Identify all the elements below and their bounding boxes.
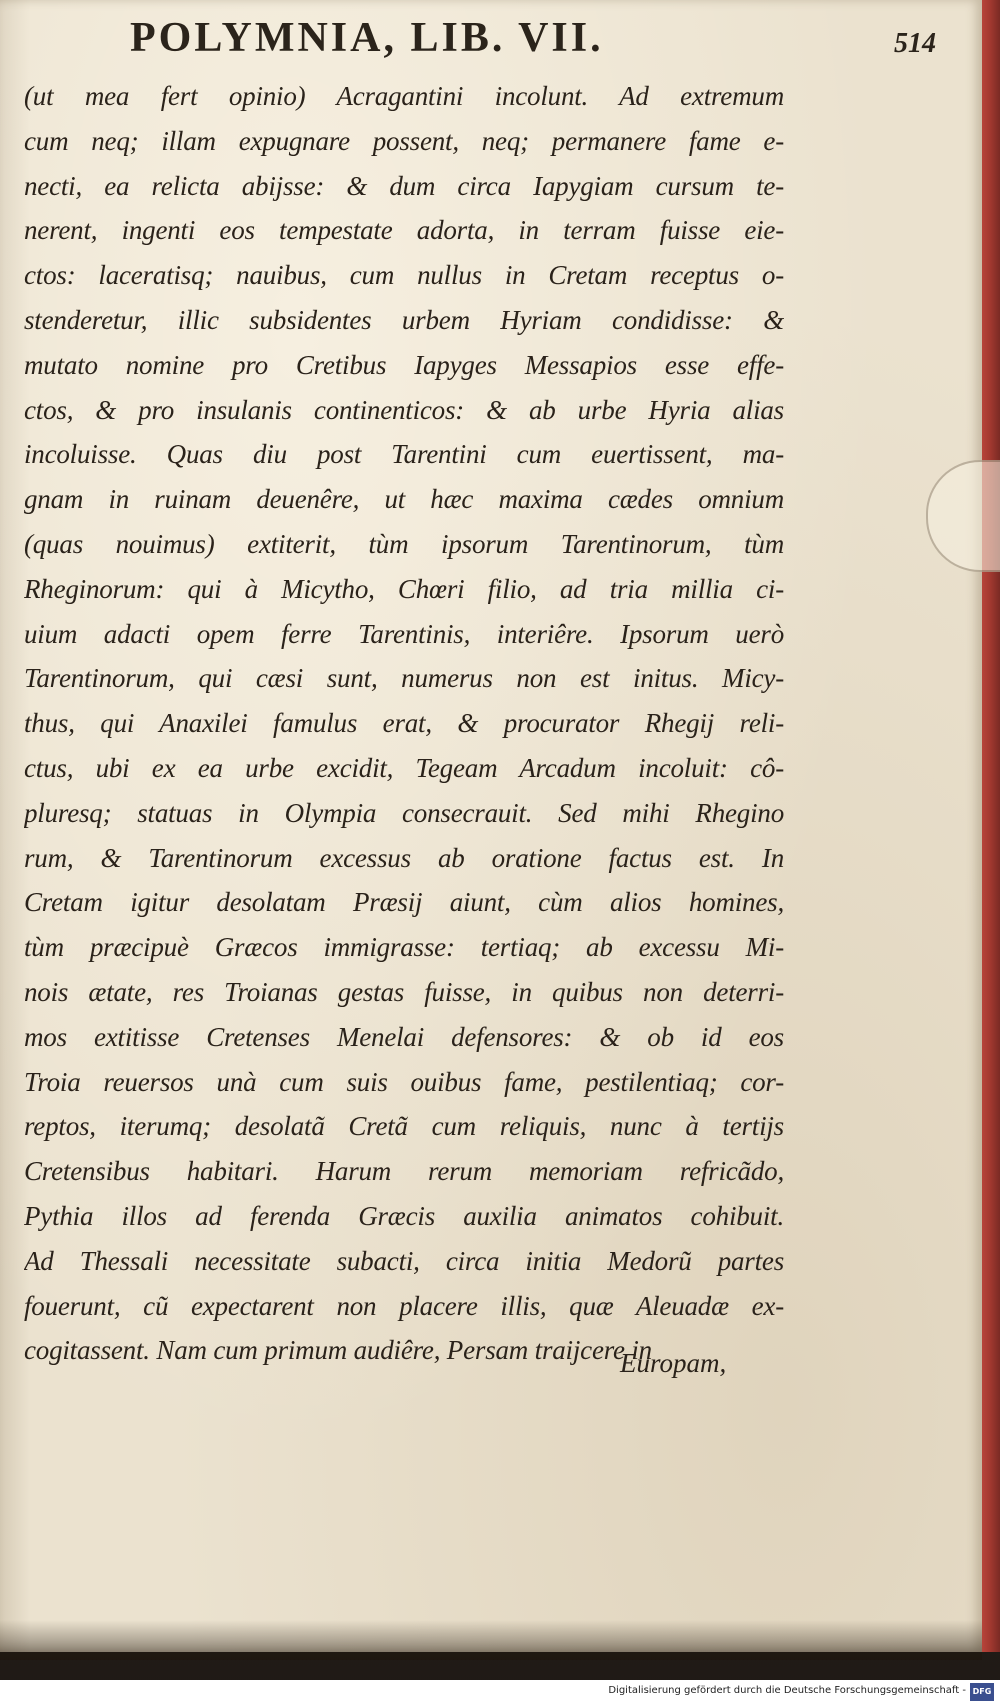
text-line: gnam in ruinam deuenêre, ut hæc maxima cædes omnium bbox=[24, 484, 784, 515]
text-line: Rheginorum: qui à Micytho, Chœri filio, ad tria millia ci- bbox=[24, 573, 784, 604]
page-number: 514 bbox=[894, 28, 936, 59]
text-line: ctus, ubi ex ea urbe excidit, Tegeam Arcadum incoluit: cô- bbox=[24, 752, 784, 783]
text-line: necti, ea relicta abijsse: & dum circa Iapygiam cursum te- bbox=[24, 170, 784, 201]
text-line: (quas nouimus) extiterit, tùm ipsorum Tarentinorum, tùm bbox=[24, 528, 784, 559]
text-line: ctos: laceratisq; nauibus, cum nullus in Cretam receptus o- bbox=[24, 260, 784, 291]
text-line: thus, qui Anaxilei famulus erat, & procurator Rhegij reli- bbox=[24, 708, 784, 739]
text-line: cogitassent. Nam cum primum audiêre, Persam traijcere in bbox=[24, 1335, 652, 1366]
text-line: Pythia illos ad ferenda Græcis auxilia animatos cohibuit. bbox=[24, 1200, 784, 1231]
text-line: stenderetur, illic subsidentes urbem Hyriam condidisse: & bbox=[24, 304, 784, 335]
text-line: reptos, iterumq; desolatã Cretã cum reliquis, nunc à tertijs bbox=[24, 1111, 784, 1142]
text-line: tùm præcipuè Græcos immigrasse: tertiaq; ab excessu Mi- bbox=[24, 932, 784, 963]
text-line: fouerunt, cũ expectarent non placere illis, quæ Aleuadæ ex- bbox=[24, 1290, 784, 1321]
page-bottom-shadow bbox=[0, 1620, 982, 1660]
red-page-edge bbox=[982, 0, 1000, 1652]
text-line: Cretam igitur desolatam Præsij aiunt, cùm alios homines, bbox=[24, 887, 784, 918]
digitization-footer bbox=[0, 1680, 1000, 1705]
running-title: POLYMNIA, LIB. VII. bbox=[130, 15, 604, 61]
text-line: Troia reuersos unà cum suis ouibus fame, pestilentiaq; cor- bbox=[24, 1066, 784, 1097]
text-line: mos extitisse Cretenses Menelai defensores: & ob id eos bbox=[24, 1021, 784, 1052]
text-line: nerent, ingenti eos tempestate adorta, in terram fuisse eie- bbox=[24, 215, 784, 246]
text-line: (ut mea fert opinio) Acragantini incolunt. Ad extremum bbox=[24, 81, 784, 111]
text-line: incoluisse. Quas diu post Tarentini cum euertissent, ma- bbox=[24, 439, 784, 470]
dfg-logo: DFG bbox=[970, 1683, 994, 1701]
text-line: rum, & Tarentinorum excessus ab oratione factus est. In bbox=[24, 842, 784, 873]
text-line: pluresq; statuas in Olympia consecrauit. Sed mihi Rhegino bbox=[24, 797, 784, 828]
page-header bbox=[130, 14, 950, 74]
text-line: nois ætate, res Troianas gestas fuisse, in quibus non deterri- bbox=[24, 976, 784, 1007]
text-line: cum neq; illam expugnare possent, neq; permanere fame e- bbox=[24, 125, 784, 156]
body-text bbox=[24, 74, 784, 1373]
catchword: Europam, bbox=[620, 1348, 727, 1378]
text-line: ctos, & pro insulanis continenticos: & ab urbe Hyria alias bbox=[24, 394, 784, 425]
text-line: Ad Thessali necessitate subacti, circa initia Medorũ partes bbox=[24, 1245, 784, 1276]
funding-credit: Digitalisierung gefördert durch die Deutsche Forschungsgemeinschaft - bbox=[608, 1685, 966, 1696]
text-line: uium adacti opem ferre Tarentinis, interiêre. Ipsorum uerò bbox=[24, 618, 784, 649]
text-line: mutato nomine pro Cretibus Iapyges Messapios esse effe- bbox=[24, 349, 784, 380]
text-line: Tarentinorum, qui cæsi sunt, numerus non est initus. Micy- bbox=[24, 663, 784, 694]
text-line: Cretensibus habitari. Harum rerum memoriam refricãdo, bbox=[24, 1156, 784, 1187]
